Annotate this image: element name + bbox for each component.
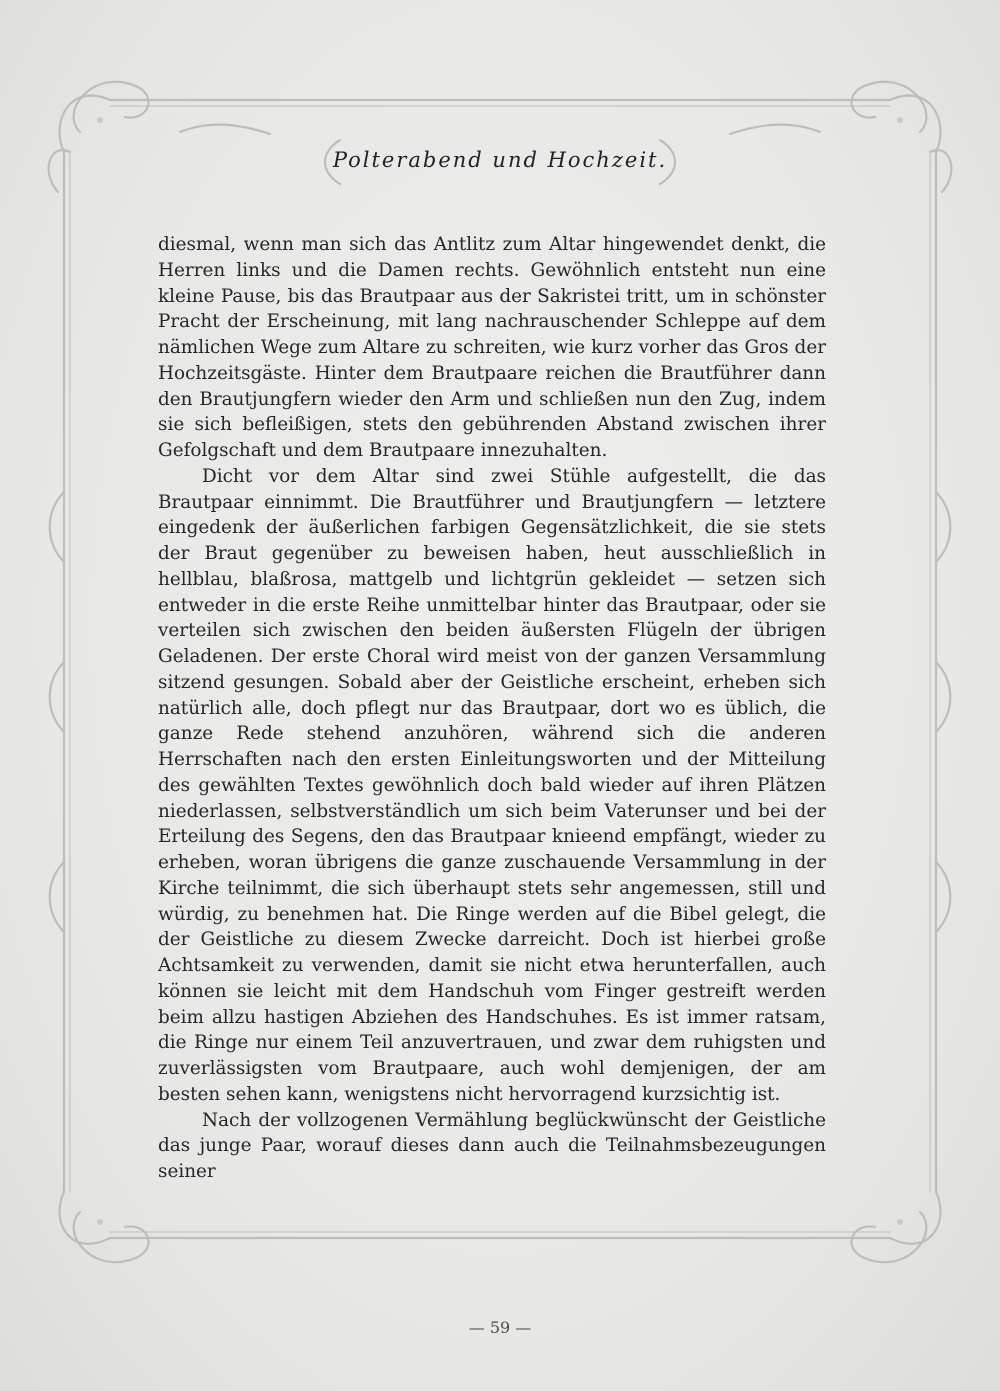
paragraph-1: diesmal, wenn man sich das Antlitz zum Altar hingewendet denkt, die Herren links und die Damen rechts. Gewöhnlich entsteht nun eine kleine Pause, bis das Brautpaar aus der Sakristei tritt, um in schönster Pracht der Erscheinung, mit lang nachrauschender Schleppe auf dem nämlichen Wege zum Altare zu schreiten, wie kurz vorher das Gros der Hochzeitsgäste. Hinter dem Brautpaare reichen die Brautführer dann den Brautjungfern wieder den Arm und schließen nun den Zug, indem sie sich befleißigen, stets den gebührenden Abstand zwischen ihrer Gefolgschaft und dem Brautpaare innezuhalten. (158, 234, 826, 461)
page-header-title: Polterabend und Hochzeit. (332, 148, 668, 172)
paragraph-3: Nach der vollzogenen Vermählung beglückwünscht der Geistliche das junge Paar, worauf dieses dann auch die Teilnahmsbezeugungen seiner (158, 1109, 826, 1182)
paragraph-2: Dicht vor dem Altar sind zwei Stühle aufgestellt, die das Brautpaar einnimmt. Die Brautführer und Brautjungfern — letztere eingedenk der äußerlichen farbigen Gegensätzlichkeit, die sie stets der Braut gegenüber zu beweisen haben, heut ausschließlich in hellblau, blaßrosa, mattgelb und lichtgrün gekleidet — setzen sich entweder in die erste Reihe unmittelbar hinter das Brautpaar, oder sie verteilen sich zwischen den beiden äußersten Flügeln der übrigen Geladenen. Der erste Choral wird meist von der ganzen Versammlung sitzend gesungen. Sobald aber der Geistliche erscheint, erheben sich natürlich alle, doch pflegt nur das Brautpaar, dort wo es üblich, die ganze Rede stehend anzuhören, während sich die anderen Herrschaften nach den ersten Einleitungsworten und der Mitteilung des gewählten Textes gewöhnlich doch bald wieder auf ihren Plätzen niederlassen, selbstverständlich um sich beim Vaterunser und bei der Erteilung des Segens, den das Brautpaar knieend empfängt, wieder zu erheben, woran übrigens die ganze zuschauende Versammlung in der Kirche teilnimmt, die sich überhaupt stets sehr angemessen, still und würdig, zu benehmen hat. Die Ringe werden auf die Bibel gelegt, die der Geistliche zu diesem Zwecke darreicht. Doch ist hierbei große Achtsamkeit zu verwenden, damit sie nicht etwa herunterfallen, auch können sie leicht mit dem Handschuh vom Finger gestreift werden beim allzu hastigen Abziehen des Handschuhes. Es ist immer ratsam, die Ringe nur einem Teil anzuvertrauen, und zwar dem ruhigsten und zuverlässigsten vom Brautpaare, auch wohl demjenigen, der am besten sehen kann, wenigstens nicht hervorragend kurzsichtig ist. (158, 465, 826, 1105)
body-text (158, 232, 826, 1185)
page-number: — 59 — (468, 1318, 532, 1337)
